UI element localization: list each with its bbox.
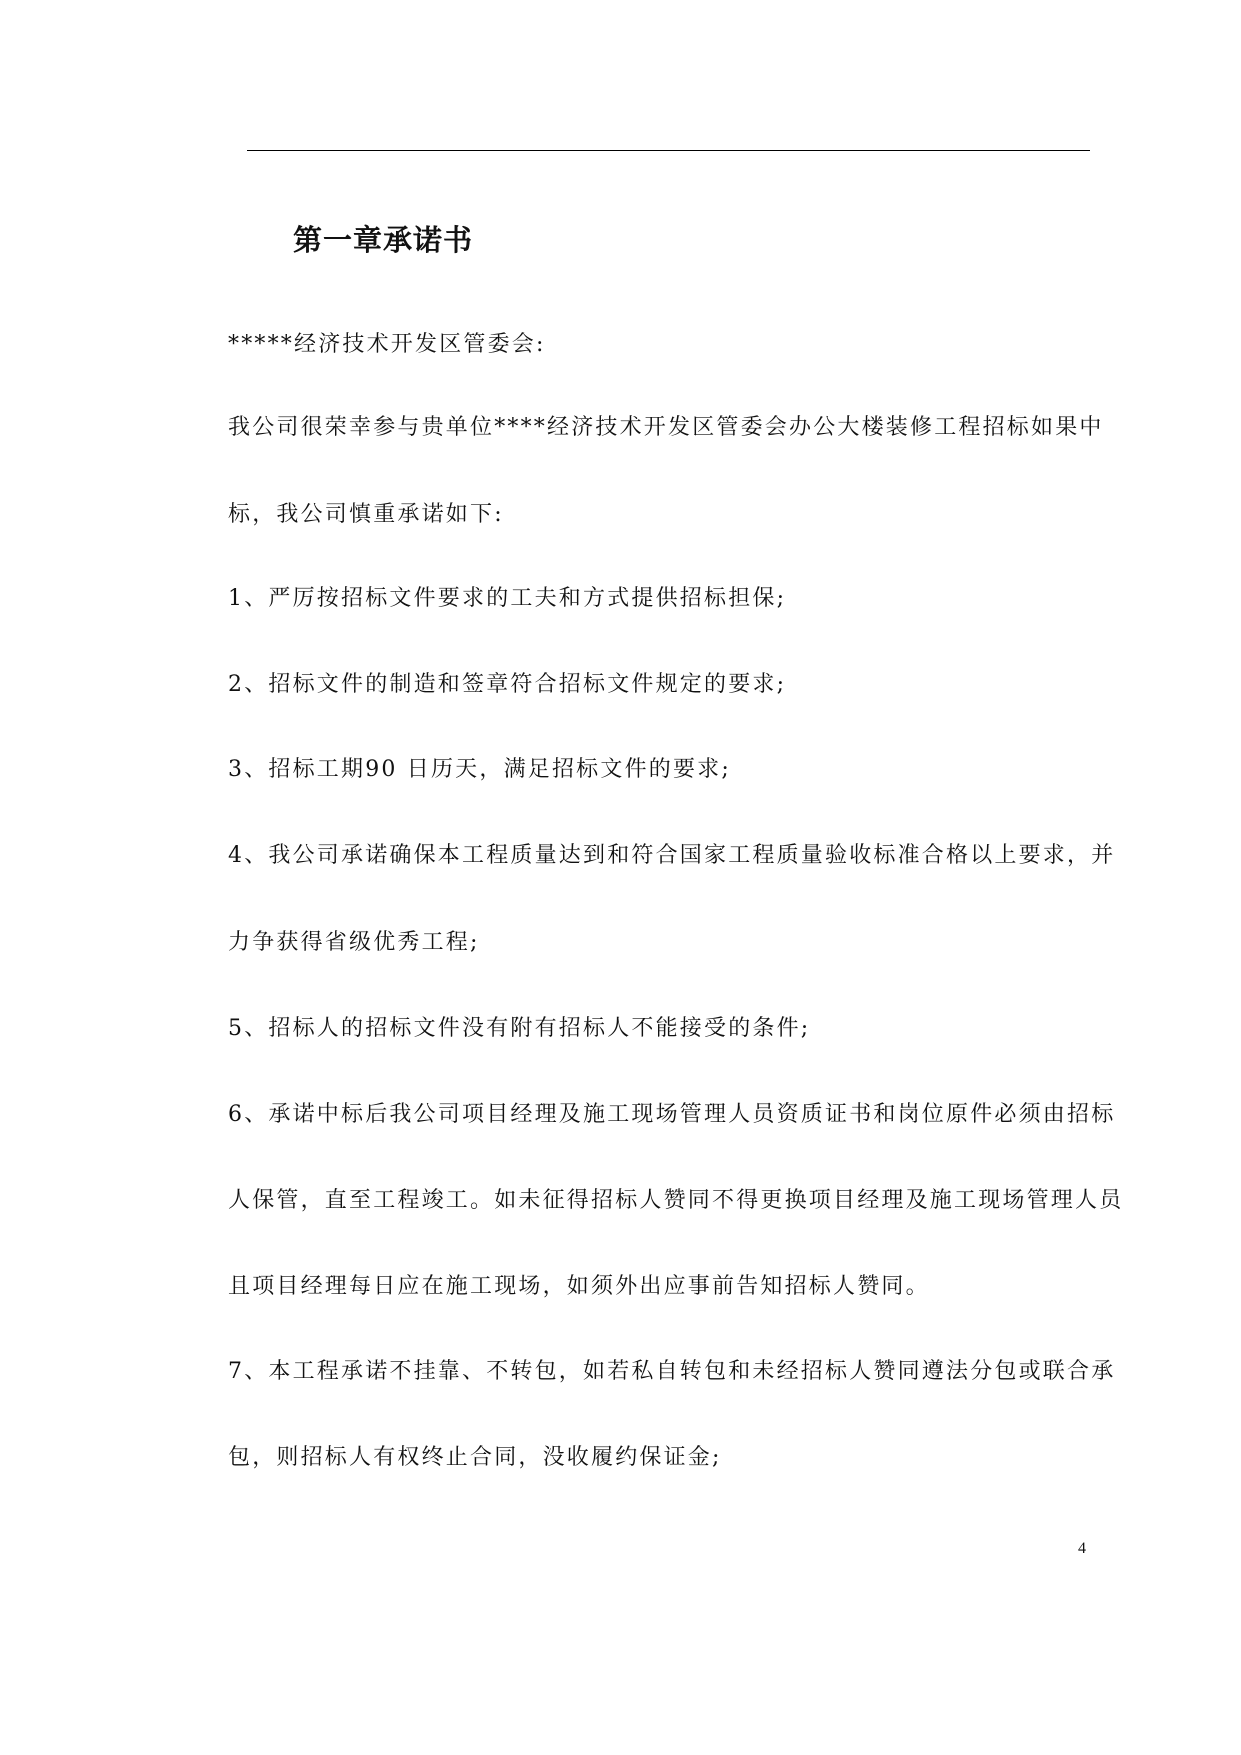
- body-line-1: 我公司很荣幸参与贵单位****经济技术开发区管委会办公大楼装修工程招标如果中: [228, 415, 1104, 440]
- page-number: 4: [1078, 1540, 1086, 1557]
- addressee-line: *****经济技术开发区管委会:: [228, 332, 546, 357]
- body-line-2: 标，我公司慎重承诺如下:: [228, 502, 504, 527]
- header-rule: [247, 150, 1090, 151]
- body-line-12: 7、本工程承诺不挂靠、不转包，如若私自转包和未经招标人赞同遵法分包或联合承: [228, 1359, 1116, 1384]
- body-line-4: 2、招标文件的制造和签章符合招标文件规定的要求;: [228, 672, 787, 697]
- chapter-title: 第一章承诺书: [293, 223, 474, 257]
- body-line-7: 力争获得省级优秀工程;: [228, 930, 480, 955]
- body-line-9: 6、承诺中标后我公司项目经理及施工现场管理人员资质证书和岗位原件必须由招标: [228, 1102, 1116, 1127]
- body-line-6: 4、我公司承诺确保本工程质量达到和符合国家工程质量验收标准合格以上要求，并: [228, 843, 1116, 868]
- body-line-8: 5、招标人的招标文件没有附有招标人不能接受的条件;: [228, 1016, 811, 1041]
- body-line-5: 3、招标工期90 日历天，满足招标文件的要求;: [228, 757, 731, 782]
- body-line-11: 且项目经理每日应在施工现场，如须外出应事前告知招标人赞同。: [228, 1274, 930, 1299]
- body-line-13: 包，则招标人有权终止合同，没收履约保证金;: [228, 1445, 722, 1470]
- body-line-3: 1、严厉按招标文件要求的工夫和方式提供招标担保;: [228, 586, 787, 611]
- body-line-10: 人保管，直至工程竣工。如未征得招标人赞同不得更换项目经理及施工现场管理人员: [228, 1188, 1124, 1213]
